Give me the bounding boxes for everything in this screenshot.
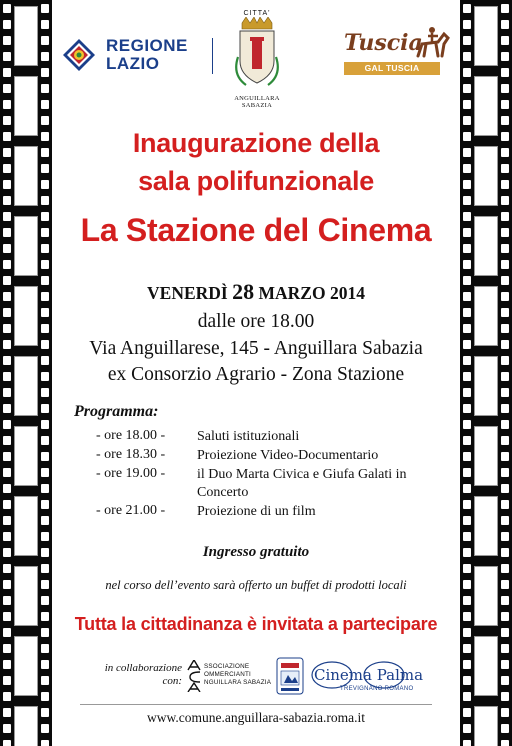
film-perforation xyxy=(463,724,471,733)
anguillara-crest-icon xyxy=(234,17,280,89)
film-perforation xyxy=(41,84,49,93)
film-perforation xyxy=(501,356,509,365)
film-perforation xyxy=(501,100,509,109)
programma-time: - ore 19.00 - xyxy=(96,466,166,481)
film-perforation xyxy=(3,68,11,77)
film-perforation xyxy=(501,164,509,173)
poster-sheet xyxy=(52,0,460,746)
collaboration-label xyxy=(72,662,182,688)
film-perforation xyxy=(3,388,11,397)
film-frame xyxy=(474,636,498,696)
film-perforation xyxy=(501,724,509,733)
film-perforation xyxy=(463,468,471,477)
date-month-year: MARZO 2014 xyxy=(258,283,365,303)
associazione-text xyxy=(204,663,271,687)
film-perforation xyxy=(501,292,509,301)
film-perforation xyxy=(463,52,471,61)
cinema-palma-wordmark: Cinema Palma xyxy=(314,666,424,684)
film-perforation xyxy=(41,116,49,125)
film-perforation xyxy=(41,164,49,173)
film-perforation xyxy=(463,276,471,285)
film-perforation xyxy=(41,372,49,381)
programma-text: Proiezione Video-Documentario xyxy=(197,448,379,463)
film-frame xyxy=(14,356,38,416)
film-frame xyxy=(474,6,498,66)
film-perforation xyxy=(463,244,471,253)
website-url: www.comune.anguillara-sabazia.roma.it xyxy=(146,710,366,725)
film-perforation xyxy=(501,740,509,746)
film-perforation xyxy=(3,180,11,189)
film-frame xyxy=(14,496,38,556)
associazione-commercianti-logo xyxy=(186,660,272,692)
film-perforation xyxy=(3,564,11,573)
film-perforation xyxy=(3,372,11,381)
film-perforation xyxy=(41,628,49,637)
film-perforation xyxy=(501,20,509,29)
citta-name: ANGUILLARA SABAZIA xyxy=(234,95,280,109)
film-frame xyxy=(474,566,498,626)
film-perforation xyxy=(501,68,509,77)
film-perforation xyxy=(501,436,509,445)
film-perforation xyxy=(41,596,49,605)
film-perforation xyxy=(463,436,471,445)
title-line-1: Inaugurazione della xyxy=(132,128,380,158)
film-strip-right xyxy=(460,0,512,746)
film-perforation xyxy=(463,68,471,77)
lazio-line1: REGIONE xyxy=(106,36,188,55)
programma-text: il Duo Marta Civica e Giufa Galati in Concerto xyxy=(197,467,407,500)
film-perforation xyxy=(463,324,471,333)
film-perforation xyxy=(3,36,11,45)
film-perforation xyxy=(3,148,11,157)
film-perforation xyxy=(41,740,49,746)
film-perforation xyxy=(41,564,49,573)
film-perforation xyxy=(3,740,11,746)
film-perforation xyxy=(463,388,471,397)
film-perforation xyxy=(463,452,471,461)
film-perforation xyxy=(3,100,11,109)
film-perforation xyxy=(501,228,509,237)
film-perforation xyxy=(463,660,471,669)
film-perforation xyxy=(3,196,11,205)
film-perforation xyxy=(501,84,509,93)
buffet-note: nel corso dell’evento sarà offerto un buffet di prodotti locali xyxy=(105,578,407,592)
film-perforation xyxy=(3,52,11,61)
programma-text: Saluti istituzionali xyxy=(197,429,300,444)
film-perforation xyxy=(41,452,49,461)
film-perforation xyxy=(41,132,49,141)
film-frame xyxy=(474,216,498,276)
film-perforation xyxy=(463,564,471,573)
film-perforation xyxy=(41,644,49,653)
citta-anguillara-logo xyxy=(222,10,292,109)
film-perforation xyxy=(501,212,509,221)
film-perforation xyxy=(41,708,49,717)
film-perforation xyxy=(3,484,11,493)
film-perforation xyxy=(3,596,11,605)
film-perforation xyxy=(463,676,471,685)
film-perforation xyxy=(41,516,49,525)
film-perforation xyxy=(501,516,509,525)
film-perforation xyxy=(41,20,49,29)
film-perforation xyxy=(463,292,471,301)
film-perforation xyxy=(41,548,49,557)
film-perforation xyxy=(463,148,471,157)
film-perforation xyxy=(3,20,11,29)
event-time: dalle ore 18.00 xyxy=(197,311,315,332)
film-perforation xyxy=(501,628,509,637)
footer-divider xyxy=(80,704,432,705)
film-perforation xyxy=(501,644,509,653)
film-perforation xyxy=(501,548,509,557)
associazione-line1: SSOCIAZIONE xyxy=(204,663,250,670)
film-perforation xyxy=(463,612,471,621)
film-frame xyxy=(474,286,498,346)
film-perforation xyxy=(463,84,471,93)
ingresso-gratuito: Ingresso gratuito xyxy=(202,544,310,560)
film-perforation xyxy=(501,324,509,333)
film-perforation xyxy=(41,228,49,237)
film-perforation xyxy=(463,372,471,381)
regione-lazio-emblem-icon xyxy=(62,38,96,72)
film-frame xyxy=(14,76,38,136)
film-perforation xyxy=(41,484,49,493)
film-perforation xyxy=(463,484,471,493)
film-perforation xyxy=(501,180,509,189)
film-perforation xyxy=(41,324,49,333)
film-perforation xyxy=(3,548,11,557)
film-perforation xyxy=(501,596,509,605)
film-perforation xyxy=(3,4,11,13)
film-perforation xyxy=(41,340,49,349)
film-perforation xyxy=(41,468,49,477)
programma-time: - ore 18.30 - xyxy=(96,447,166,462)
film-perforation xyxy=(463,692,471,701)
film-perforation xyxy=(463,740,471,746)
film-perforation xyxy=(463,228,471,237)
title-line-3: La Stazione del Cinema xyxy=(80,212,432,248)
film-perforation xyxy=(3,212,11,221)
event-date xyxy=(52,279,460,305)
film-frame xyxy=(14,216,38,276)
film-perforation xyxy=(501,308,509,317)
film-perforation xyxy=(41,660,49,669)
film-perforation xyxy=(3,628,11,637)
film-perforation xyxy=(3,84,11,93)
film-perforation xyxy=(41,724,49,733)
film-frame xyxy=(14,706,38,746)
film-perforation xyxy=(463,596,471,605)
film-perforation xyxy=(3,356,11,365)
cinema-palma-subtitle: TREVIGNANO ROMANO xyxy=(340,686,414,692)
film-perforation xyxy=(463,580,471,589)
film-perforation xyxy=(463,420,471,429)
film-frame xyxy=(474,706,498,746)
film-perforation xyxy=(41,580,49,589)
film-perforation xyxy=(41,36,49,45)
film-frame xyxy=(14,146,38,206)
film-perforation xyxy=(501,484,509,493)
film-perforation xyxy=(501,500,509,509)
film-frame xyxy=(14,636,38,696)
programma-time: - ore 21.00 - xyxy=(96,503,166,518)
film-perforation xyxy=(3,340,11,349)
film-perforation xyxy=(501,532,509,541)
tuscia-wordmark: Tuscia xyxy=(344,30,423,56)
film-perforation xyxy=(501,420,509,429)
film-perforation xyxy=(501,660,509,669)
film-perforation xyxy=(41,356,49,365)
event-address: Via Anguillarese, 145 - Anguillara Sabazia xyxy=(89,338,423,359)
film-perforation xyxy=(501,676,509,685)
film-perforation xyxy=(3,660,11,669)
film-perforation xyxy=(3,420,11,429)
film-perforation xyxy=(463,100,471,109)
programma-heading: Programma: xyxy=(74,403,159,420)
film-perforation xyxy=(463,4,471,13)
film-perforation xyxy=(3,436,11,445)
film-perforation xyxy=(3,324,11,333)
film-perforation xyxy=(463,20,471,29)
film-perforation xyxy=(41,276,49,285)
regione-lazio-logo xyxy=(62,34,212,84)
programma-text: Proiezione di un film xyxy=(197,504,316,519)
film-perforation xyxy=(41,612,49,621)
film-perforation xyxy=(41,436,49,445)
film-perforation xyxy=(3,404,11,413)
film-perforation xyxy=(463,532,471,541)
film-perforation xyxy=(3,164,11,173)
film-perforation xyxy=(41,52,49,61)
film-frame xyxy=(474,146,498,206)
film-perforation xyxy=(501,580,509,589)
film-perforation xyxy=(463,500,471,509)
film-perforation xyxy=(501,36,509,45)
film-perforation xyxy=(3,516,11,525)
film-perforation xyxy=(3,452,11,461)
film-perforation xyxy=(41,308,49,317)
film-perforation xyxy=(41,532,49,541)
film-perforation xyxy=(41,260,49,269)
film-perforation xyxy=(3,532,11,541)
film-perforation xyxy=(41,500,49,509)
film-perforation xyxy=(3,276,11,285)
film-perforation xyxy=(41,196,49,205)
film-perforation xyxy=(501,4,509,13)
film-perforation xyxy=(3,612,11,621)
horse-rider-icon xyxy=(414,22,450,62)
film-perforation xyxy=(463,340,471,349)
film-frame xyxy=(14,566,38,626)
event-place: ex Consorzio Agrario - Zona Stazione xyxy=(107,364,405,385)
film-perforation xyxy=(3,116,11,125)
film-perforation xyxy=(463,404,471,413)
film-perforation xyxy=(463,180,471,189)
partner-badge-icon xyxy=(276,657,304,695)
invitation-line: Tutta la cittadinanza è invitata a partecipare xyxy=(74,614,438,634)
film-perforation xyxy=(3,132,11,141)
film-perforation xyxy=(501,612,509,621)
film-perforation xyxy=(41,68,49,77)
film-perforation xyxy=(41,100,49,109)
film-perforation xyxy=(463,516,471,525)
collab-line-1: in collaborazione xyxy=(104,662,182,674)
film-frame xyxy=(474,496,498,556)
film-perforation xyxy=(3,260,11,269)
film-perforation xyxy=(463,116,471,125)
film-perforation xyxy=(3,676,11,685)
film-perforation xyxy=(41,420,49,429)
film-perforation xyxy=(501,564,509,573)
date-day: VENERDÌ xyxy=(147,283,228,303)
film-frame xyxy=(474,426,498,486)
citta-label: CITTA' xyxy=(243,10,271,17)
gal-tuscia-logo xyxy=(340,22,452,92)
film-perforation xyxy=(501,708,509,717)
title-line-2: sala polifunzionale xyxy=(138,166,374,196)
film-perforation xyxy=(41,244,49,253)
film-perforation xyxy=(3,500,11,509)
date-number: 28 xyxy=(232,279,255,304)
tuscia-subtitle: GAL TUSCIA ROMANA xyxy=(344,62,440,75)
film-frame xyxy=(14,6,38,66)
film-perforation xyxy=(501,388,509,397)
film-perforation xyxy=(3,308,11,317)
film-perforation xyxy=(3,692,11,701)
film-perforation xyxy=(3,708,11,717)
film-strip-left xyxy=(0,0,52,746)
film-perforation xyxy=(41,4,49,13)
film-perforation xyxy=(501,132,509,141)
film-perforation xyxy=(501,372,509,381)
film-perforation xyxy=(3,724,11,733)
associazione-line2: OMMERCIANTI xyxy=(204,671,251,678)
film-perforation xyxy=(463,212,471,221)
film-perforation xyxy=(41,180,49,189)
lazio-wordmark xyxy=(106,37,188,73)
film-perforation xyxy=(463,196,471,205)
film-perforation xyxy=(463,132,471,141)
film-perforation xyxy=(501,196,509,205)
film-perforation xyxy=(501,692,509,701)
film-perforation xyxy=(501,148,509,157)
film-perforation xyxy=(3,468,11,477)
film-perforation xyxy=(501,52,509,61)
film-frame xyxy=(474,76,498,136)
film-perforation xyxy=(3,644,11,653)
film-perforation xyxy=(463,164,471,173)
film-perforation xyxy=(41,292,49,301)
film-perforation xyxy=(463,628,471,637)
film-perforation xyxy=(3,580,11,589)
film-perforation xyxy=(463,260,471,269)
film-perforation xyxy=(501,452,509,461)
film-perforation xyxy=(463,36,471,45)
film-perforation xyxy=(501,116,509,125)
logo-row xyxy=(52,8,460,108)
film-perforation xyxy=(501,340,509,349)
film-perforation xyxy=(501,404,509,413)
film-perforation xyxy=(501,276,509,285)
film-perforation xyxy=(3,244,11,253)
associazione-letters-icon xyxy=(186,660,206,692)
film-perforation xyxy=(41,676,49,685)
lazio-line2: LAZIO xyxy=(106,54,160,73)
film-perforation xyxy=(41,388,49,397)
programma-time: - ore 18.00 - xyxy=(96,428,166,443)
film-perforation xyxy=(3,292,11,301)
film-perforation xyxy=(463,644,471,653)
film-perforation xyxy=(463,356,471,365)
cinema-palma-logo xyxy=(314,660,424,694)
film-perforation xyxy=(41,692,49,701)
film-perforation xyxy=(41,404,49,413)
film-perforation xyxy=(3,228,11,237)
film-frame xyxy=(14,286,38,346)
associazione-line3: NGUILLARA SABAZIA xyxy=(204,679,272,686)
film-perforation xyxy=(463,308,471,317)
film-perforation xyxy=(463,548,471,557)
film-perforation xyxy=(463,708,471,717)
film-perforation xyxy=(501,260,509,269)
film-perforation xyxy=(501,468,509,477)
film-perforation xyxy=(41,148,49,157)
film-frame xyxy=(14,426,38,486)
film-perforation xyxy=(41,212,49,221)
film-frame xyxy=(474,356,498,416)
film-perforation xyxy=(501,244,509,253)
collab-line-2: con: xyxy=(162,675,182,687)
